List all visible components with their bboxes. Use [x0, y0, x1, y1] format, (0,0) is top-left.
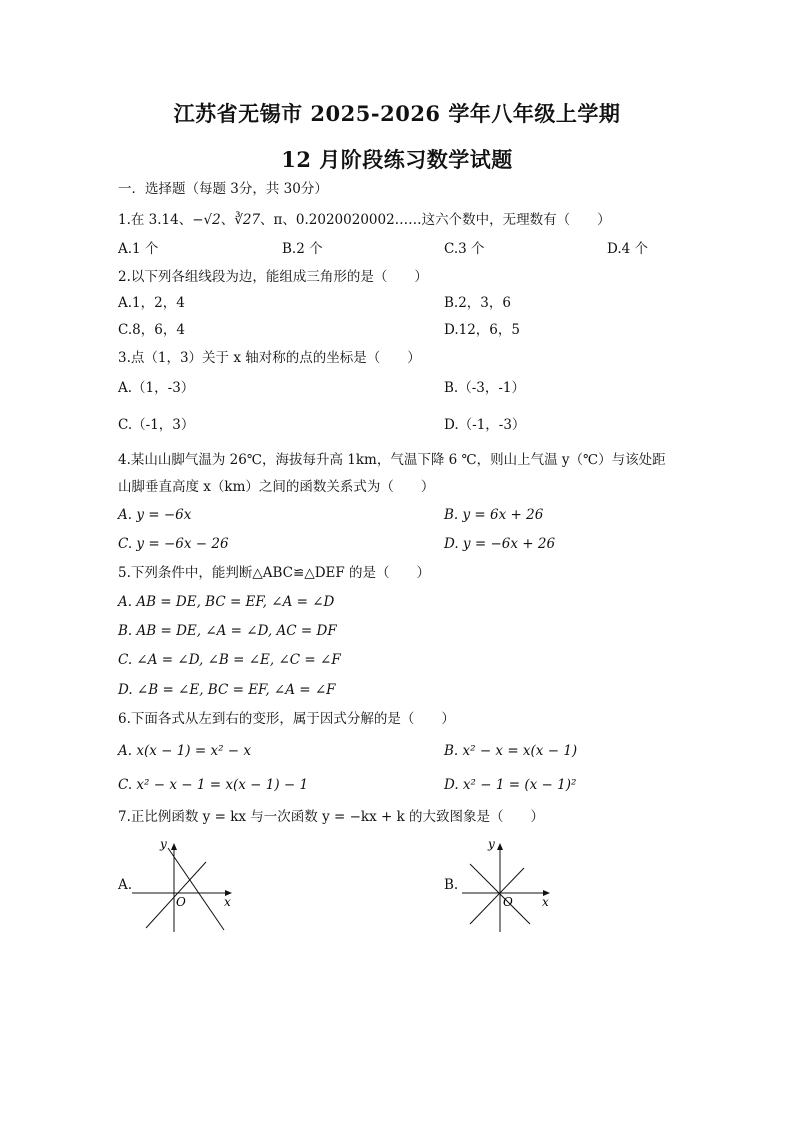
origin-label: O — [503, 895, 513, 909]
q6-option-a: A. x(x − 1) = x² − x — [118, 743, 252, 759]
y-axis-label: y — [488, 838, 495, 851]
q4-option-c: C. y = −6x − 26 — [118, 536, 229, 552]
q3-option-d: D.（-1，-3） — [444, 417, 526, 433]
q5-option-d: D. ∠B = ∠E, BC = EF, ∠A = ∠F — [118, 682, 336, 698]
q2-option-c: C.8，6，4 — [118, 322, 185, 338]
q4-option-d: D. y = −6x + 26 — [444, 536, 556, 552]
cube-root-27-expression: ∛27 — [234, 212, 261, 228]
q5-option-c: C. ∠A = ∠D, ∠B = ∠E, ∠C = ∠F — [118, 652, 341, 668]
y-axis-arrow-icon — [497, 843, 503, 850]
line-y-neg-kx-plus-k — [168, 848, 224, 930]
y-axis-label: y — [160, 838, 167, 851]
neg-sqrt-2-expression: −√2 — [192, 212, 221, 228]
question-5-stem: 5.下列条件中，能判断△ABC≌△DEF 的是（ ） — [118, 565, 431, 581]
question-3-stem: 3.点（1，3）关于 x 轴对称的点的坐标是（ ） — [118, 350, 421, 366]
q6-option-d: D. x² − 1 = (x − 1)² — [444, 777, 577, 793]
question-1-stem — [118, 211, 611, 229]
q7-option-b-graph — [456, 838, 566, 936]
q3-option-b: B.（-3，-1） — [444, 380, 526, 396]
q7-option-b-label: B. — [444, 877, 459, 893]
y-axis-arrow-icon — [171, 843, 177, 850]
line-y-kx — [470, 868, 524, 924]
question-4-stem-line2: 山脚垂直高度 x（km）之间的函数关系式为（ ） — [118, 479, 435, 495]
q5-option-b: B. AB = DE, ∠A = ∠D, AC = DF — [118, 623, 337, 639]
question-1-stem-part-a: 1.在 3.14、 — [118, 212, 193, 228]
q2-option-a: A.1，2，4 — [118, 295, 185, 311]
q2-option-d: D.12，6，5 — [444, 322, 520, 338]
q1-option-d: D.4 个 — [607, 241, 649, 257]
question-1-stem-part-b: 、π、0.2020020002……这六个数中，无理数有（ ） — [260, 212, 611, 228]
q4-option-b: B. y = 6x + 26 — [444, 507, 544, 523]
q5-option-a: A. AB = DE, BC = EF, ∠A = ∠D — [118, 594, 335, 610]
exam-title-line2: 12 月阶段练习数学试题 — [281, 147, 513, 172]
x-axis-label: x — [224, 895, 231, 909]
origin-label: O — [176, 895, 186, 909]
q1-option-a: A.1 个 — [118, 241, 159, 257]
q2-option-b: B.2，3，6 — [444, 295, 511, 311]
question-7-stem: 7.正比例函数 y = kx 与一次函数 y = −kx + k 的大致图象是（ ） — [118, 809, 545, 825]
q6-option-b: B. x² − x = x(x − 1) — [444, 743, 578, 759]
exam-title-line1: 江苏省无锡市 2025-2026 学年八年级上学期 — [173, 101, 621, 126]
q7-option-a-label: A. — [118, 877, 133, 893]
question-2-stem: 2.以下列各组线段为边，能组成三角形的是（ ） — [118, 269, 428, 285]
q4-option-a: A. y = −6x — [118, 507, 192, 523]
q3-option-c: C.（-1，3） — [118, 417, 195, 433]
question-6-stem: 6.下面各式从左到右的变形，属于因式分解的是（ ） — [118, 711, 455, 727]
question-4-stem-line1: 4.某山山脚气温为 26℃，海拔每升高 1km，气温下降 6 ℃，则山上气温 y（℃）与该处距 — [118, 452, 666, 468]
section-heading: 一．选择题（每题 3分，共 30分） — [118, 181, 328, 197]
q6-option-c: C. x² − x − 1 = x(x − 1) − 1 — [118, 777, 309, 793]
question-1-separator: 、 — [220, 212, 235, 228]
q1-option-b: B.2 个 — [282, 241, 323, 257]
x-axis-label: x — [542, 895, 549, 909]
q7-option-a-graph — [128, 838, 238, 936]
q1-option-c: C.3 个 — [444, 241, 485, 257]
q3-option-a: A.（1，-3） — [118, 380, 195, 396]
